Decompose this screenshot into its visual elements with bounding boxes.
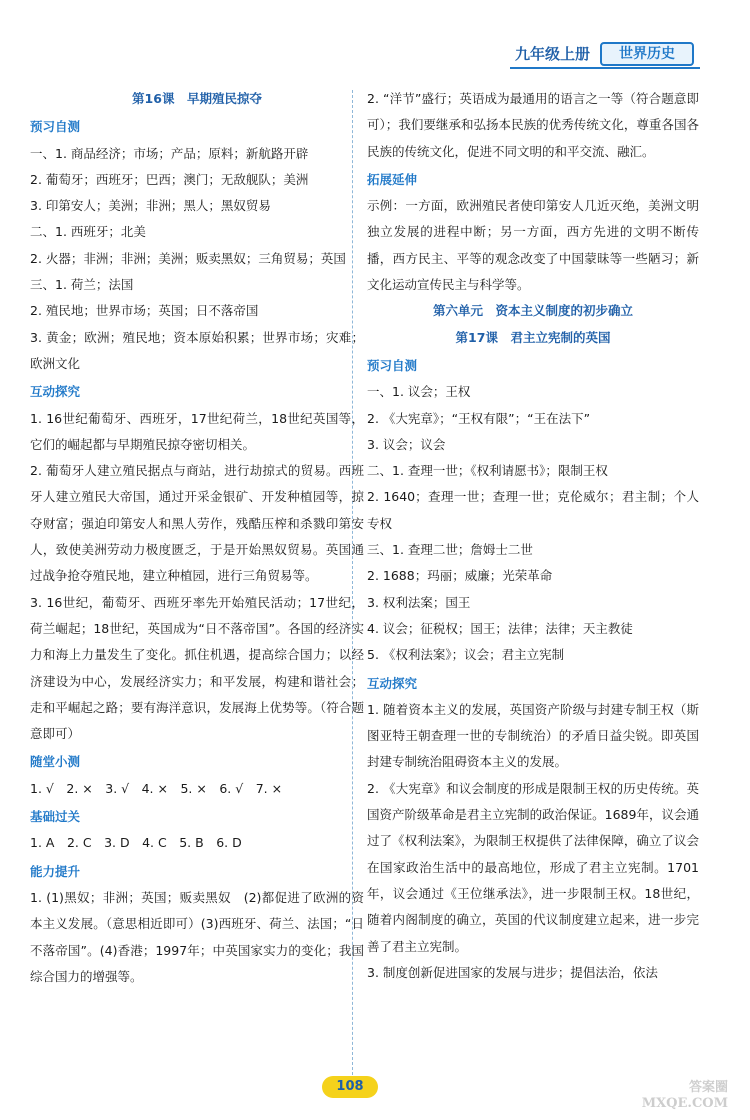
- section-heading: 互动探究: [367, 675, 418, 691]
- lesson-16-title: 第16课 早期殖民掠夺: [132, 91, 262, 106]
- section-heading: 能力提升: [30, 863, 81, 879]
- answer-paragraph: 3. 16世纪，葡萄牙、西班牙率先开始殖民活动；17世纪，荷兰崛起；18世纪，英国成为“日不落帝国”。各国的经济实力和海上力量发生了变化。抓住机遇，提高综合国力；以经济建设为中心，发展经济实力；和平发展，构建和谐社会；走和平崛起之路；要有海洋意识，发展海上优势等。（符合题意即可）: [30, 594, 364, 742]
- right-column: [367, 86, 699, 986]
- answer-line: 三、1. 荷兰；法国: [30, 277, 134, 293]
- section-heading: 互动探究: [30, 384, 81, 400]
- section-heading: 基础过关: [30, 809, 81, 825]
- watermark-url: MXQE.COM: [641, 1096, 728, 1111]
- unit-6-title: 第六单元 资本主义制度的初步确立: [432, 303, 633, 319]
- answer-line: 2. 殖民地；世界市场；英国；日不落帝国: [30, 303, 259, 319]
- answer-line: 1. √ 2. × 3. √ 4. × 5. × 6. √ 7. ×: [30, 780, 283, 796]
- grade-label: 九年级上册: [514, 45, 590, 63]
- answer-paragraph: 2. 《大宪章》和议会制度的形成是限制王权的历史传统。英国资产阶级革命是君主立宪制的政治保证。1689年，议会通过了《权利法案》，为限制王权提供了法律保障，确立了议会在国家政治生活中的最高地位，形成了君主立宪制。1701年，议会通过《王位继承法》，进一步限制王权。18世纪，随着内阁制度的确立，英国的代议制度建立起来，进一步完善了君主立宪制。: [367, 780, 699, 954]
- lesson-17-title: 第17课 君主立宪制的英国: [455, 329, 611, 345]
- answer-paragraph: 1. 16世纪葡萄牙、西班牙，17世纪荷兰，18世纪英国等，它们的崛起都与早期殖民掠夺密切相关。: [30, 410, 364, 452]
- answer-line: 3. 黄金；欧洲；殖民地；资本原始积累；世界市场；灾难；欧洲文化: [30, 329, 364, 371]
- answer-line: 一、1. 议会；王权: [367, 384, 471, 400]
- answer-line: 4. 议会；征税权；国王；法律；法律；天主教徒: [367, 620, 633, 636]
- section-heading: 随堂小测: [30, 754, 81, 770]
- page-number: 108: [322, 1076, 378, 1098]
- answer-line: 2. 火器；非洲；非洲；美洲；贩卖黑奴；三角贸易；英国: [30, 250, 346, 266]
- watermark: [578, 1080, 728, 1112]
- answer-paragraph: 3. 制度创新促进国家的发展与进步；提倡法治，依法: [367, 964, 658, 980]
- answer-line: 2. 1640；查理一世；查理一世；克伦威尔；君主制；个人专权: [367, 489, 699, 531]
- answer-line: 2. 1688；玛丽；威廉；光荣革命: [367, 568, 553, 584]
- answer-line: 2. 葡萄牙；西班牙；巴西；澳门；无敌舰队；美洲: [30, 171, 309, 187]
- answer-paragraph: 2. 葡萄牙人建立殖民据点与商站，进行劫掠式的贸易。西班牙人建立殖民大帝国，通过开采金银矿、开发种植园等，掠夺财富；强迫印第安人和黑人劳作，残酷压榨和杀戮印第安人，致使美洲劳动力极度匮乏，于是开始黑奴贸易。英国通过战争抢夺殖民地，建立种植园，进行三角贸易等。: [30, 463, 364, 584]
- subject-badge: 世界历史: [600, 42, 694, 66]
- answer-paragraph: 1. 随着资本主义的发展，英国资产阶级与封建专制王权（斯图亚特王朝查理一世的专制统治）的矛盾日益尖锐。即英国封建专制统治阻碍资本主义的发展。: [367, 701, 699, 770]
- section-heading: 拓展延伸: [367, 171, 418, 187]
- answer-line: 1. A 2. C 3. D 4. C 5. B 6. D: [30, 835, 242, 851]
- header-rule: [510, 67, 700, 69]
- section-heading: 预习自测: [30, 119, 81, 135]
- answer-paragraph: 2. “洋节”盛行；英语成为最通用的语言之一等（符合题意即可）；我们要继承和弘扬本民族的优秀传统文化，尊重各国各民族的传统文化，促进不同文明的和平交流、融汇。: [367, 91, 699, 159]
- answer-line: 2. 《大宪章》；“王权有限”；“王在法下”: [367, 410, 591, 426]
- answer-line: 一、1. 商品经济；市场；产品；原料；新航路开辟: [30, 145, 309, 161]
- answer-line: 二、1. 查理一世；《权利请愿书》；限制王权: [367, 463, 608, 479]
- answer-line: 5. 《权利法案》；议会；君主立宪制: [367, 647, 565, 663]
- answer-line: 3. 权利法案；国王: [367, 594, 471, 610]
- answer-line: 二、1. 西班牙；北美: [30, 224, 146, 240]
- left-column: [30, 86, 364, 990]
- answer-paragraph: 示例：一方面，欧洲殖民者使印第安人几近灭绝，美洲文明独立发展的进程中断；另一方面，西方先进的文明不断传播，西方民主、平等的观念改变了中国蒙昧等一些陋习；新文化运动宣传民主与科学等。: [367, 198, 699, 293]
- answer-line: 3. 议会；议会: [367, 436, 446, 452]
- section-heading: 预习自测: [367, 357, 418, 373]
- page-header: [454, 42, 694, 66]
- answer-paragraph: 1. (1)黑奴；非洲；英国；贩卖黑奴 (2)都促进了欧洲的资本主义发展。（意思相近即可）(3)西班牙、荷兰、法国；“日不落帝国”。(4)香港；1997年；中英国家实力的变化；我国综合国力的增强等。: [30, 889, 364, 984]
- answer-line: 3. 印第安人；美洲；非洲；黑人；黑奴贸易: [30, 198, 271, 214]
- answer-line: 三、1. 查理二世；詹姆士二世: [367, 542, 533, 558]
- watermark-text: 答案圈: [688, 1080, 728, 1095]
